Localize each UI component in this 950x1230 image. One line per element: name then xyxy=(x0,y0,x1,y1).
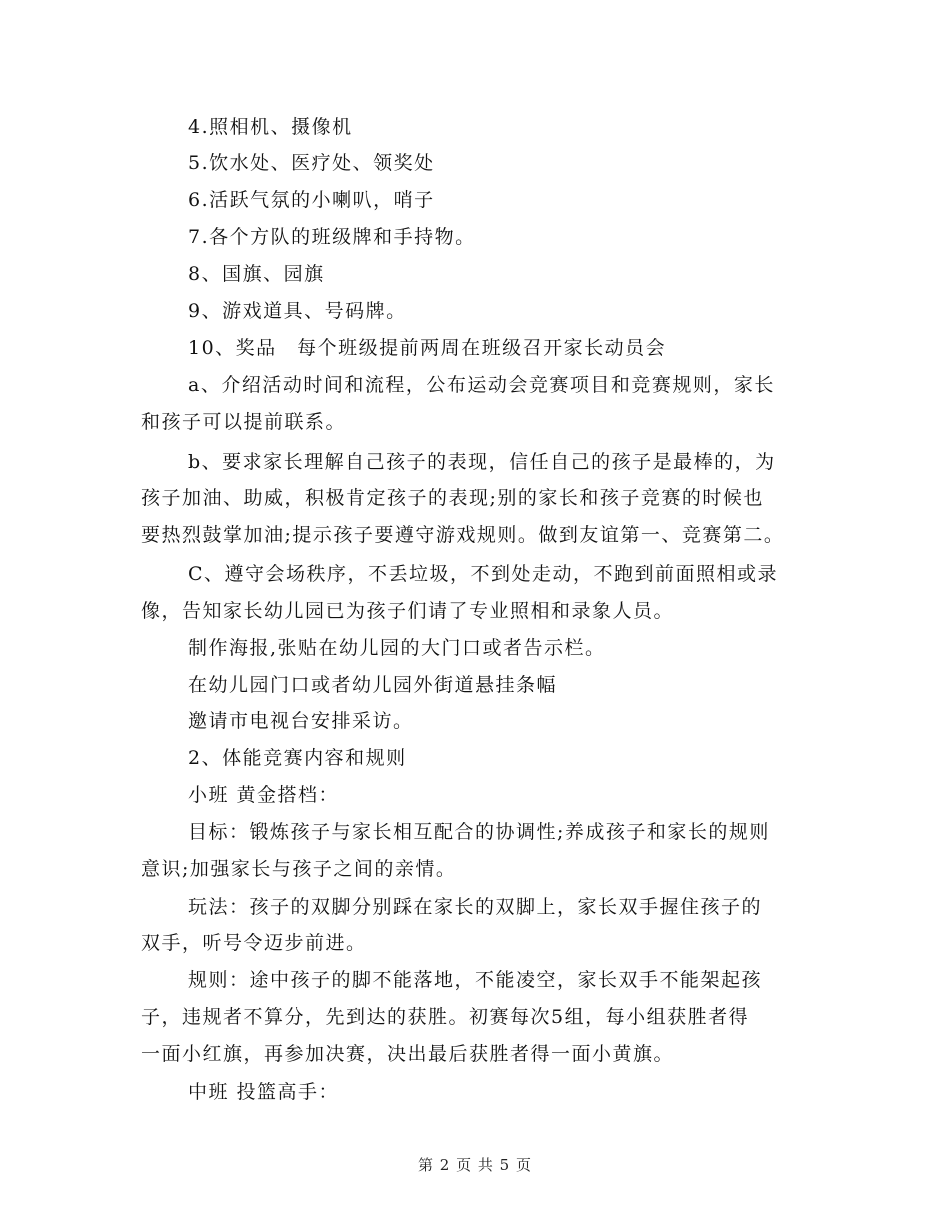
text-line-3: 6.活跃气氛的小喇叭，哨子 xyxy=(188,189,435,211)
text-line-18: 2、体能竞赛内容和规则 xyxy=(188,747,407,769)
text-line-23: 双手，听号令迈步前进。 xyxy=(141,932,367,954)
text-line-24: 规则：途中孩子的脚不能落地，不能凌空，家长双手不能架起孩 xyxy=(188,969,763,991)
text-line-20: 目标：锻炼孩子与家长相互配合的协调性;养成孩子和家长的规则 xyxy=(188,821,770,843)
text-line-12: 要热烈鼓掌加油;提示孩子要遵守游戏规则。做到友谊第一、竞赛第二。 xyxy=(141,524,785,546)
text-line-13: C、遵守会场秩序，不丢垃圾，不到处走动，不跑到前面照相或录 xyxy=(188,563,779,585)
text-line-11: 孩子加油、助威，积极肯定孩子的表现;别的家长和孩子竞赛的时候也 xyxy=(141,487,764,509)
text-line-16: 在幼儿园门口或者幼儿园外街道悬挂条幅 xyxy=(188,674,558,696)
text-line-27: 中班 投篮高手： xyxy=(188,1081,340,1103)
text-line-2: 5.饮水处、医疗处、领奖处 xyxy=(188,152,435,174)
text-line-8: a、介绍活动时间和流程，公布运动会竞赛项目和竞赛规则，家长 xyxy=(188,374,775,396)
text-line-15: 制作海报,张贴在幼儿园的大门口或者告示栏。 xyxy=(188,637,606,659)
text-line-5: 8、国旗、园旗 xyxy=(188,263,325,285)
text-line-4: 7.各个方队的班级牌和手持物。 xyxy=(188,226,476,248)
text-line-17: 邀请市电视台安排采访。 xyxy=(188,710,414,732)
text-line-7: 10、奖品 每个班级提前两周在班级召开家长动员会 xyxy=(188,337,667,359)
text-line-25: 子，违规者不算分，先到达的获胜。初赛每次5组，每小组获胜者得 xyxy=(141,1006,750,1028)
text-line-10: b、要求家长理解自己孩子的表现，信任自己的孩子是最棒的，为 xyxy=(188,451,776,473)
text-line-6: 9、游戏道具、号码牌。 xyxy=(188,300,407,322)
text-line-22: 玩法：孩子的双脚分别踩在家长的双脚上，家长双手握住孩子的 xyxy=(188,896,763,918)
text-line-9: 和孩子可以提前联系。 xyxy=(141,411,347,433)
text-line-14: 像，告知家长幼儿园已为孩子们请了专业照相和录象人员。 xyxy=(141,600,675,622)
text-line-21: 意识;加强家长与孩子之间的亲情。 xyxy=(141,858,457,880)
page-footer: 第 2 页 共 5 页 xyxy=(418,1156,532,1174)
text-line-26: 一面小红旗，再参加决赛，决出最后获胜者得一面小黄旗。 xyxy=(141,1043,675,1065)
text-line-19: 小班 黄金搭档： xyxy=(188,784,340,806)
text-line-1: 4.照相机、摄像机 xyxy=(188,116,353,138)
